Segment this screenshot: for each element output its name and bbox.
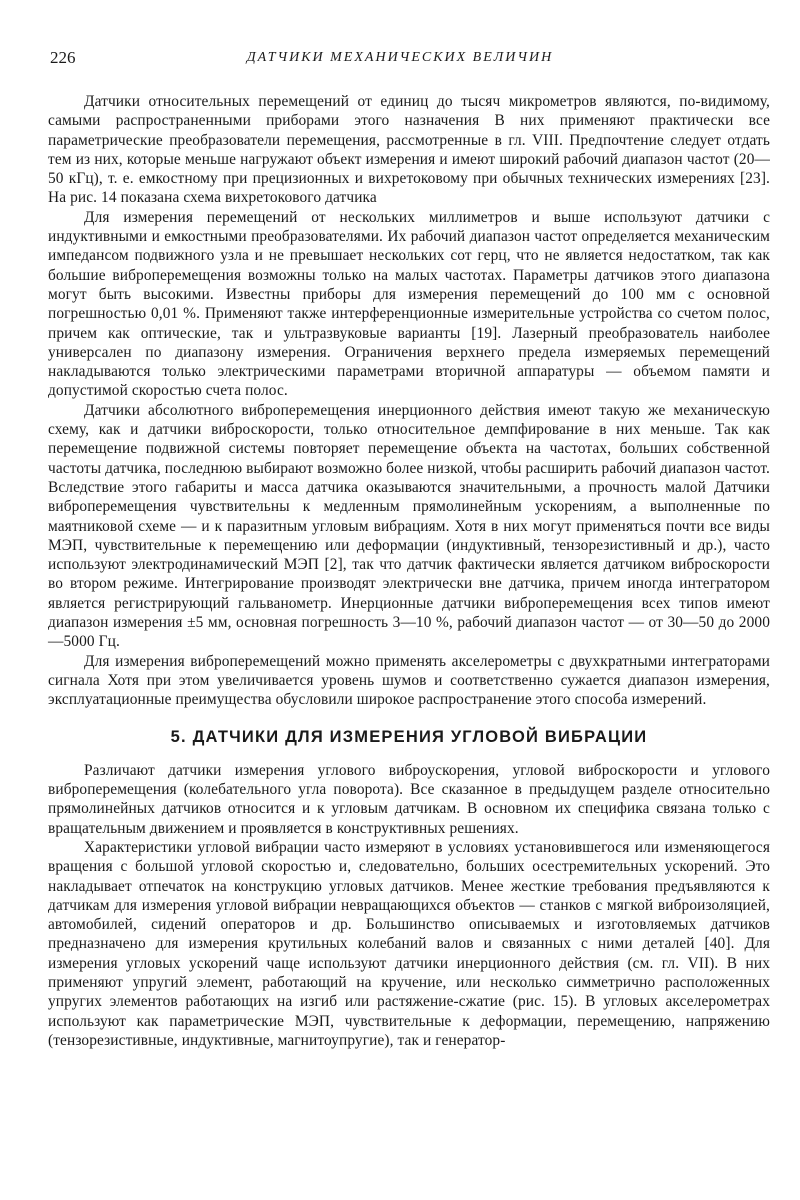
paragraph: Датчики относительных перемещений от единиц до тысяч микрометров являются, по-видимому, самыми распространенными приборами этого назначения В них применяют практически все параметрические преобразователи перемещения, рассмотренные в гл. VIII. Предпочтение следует отдать тем из них, которые меньше нагружают объект измерения и имеют широкий рабочий диапазон частот (20—50 кГц), т. е. емкостному при прецизионных и вихретоковому при обычных технических измерениях [23]. На рис. 14 показана схема вихретокового датчика	[48, 93, 770, 207]
paragraph: Датчики абсолютного виброперемещения инерционного действия имеют такую же механическую схему, как и датчики виброскорости, только относительное демпфирование в них меньше. Так как перемещение подвижной системы повторяет перемещение объекта на частотах, больших собственной частоты датчика, последнюю выбирают возможно более низкой, чтобы расширить рабочий диапазон частот. Вследствие этого габариты и масса датчика оказываются значительными, а прочность малой Датчики виброперемещения чувствительны к медленным прямолинейным ускорениям, а выполненные по маятниковой схеме — и к паразитным угловым вибрациям. Хотя в них могут применяться почти все виды МЭП, чувствительные к перемещению или деформации (индуктивный, тензорезистивный и др.), часто используют электродинамический МЭП [2], так что датчик фактически является датчиком виброскорости во втором режиме. Интегрирование производят электрически вне датчика, причем иногда интегратором является регистрирующий гальванометр. Инерционные датчики виброперемещения всех типов имеют диапазон измерения ±5 мм, основная погрешность 3—10 %, рабочий диапазон частот — от 30—50 до 2000—5000 Гц.	[48, 401, 770, 651]
body-text	[48, 92, 770, 1050]
paragraph: Характеристики угловой вибрации часто измеряют в условиях установившегося или изменяющегося вращения с большой угловой скоростью и, следовательно, больших осестремительных ускорений. Это накладывает отпечаток на конструкцию угловых датчиков. Менее жесткие требования предъявляются к датчикам для измерения угловой вибрации невращающихся объектов — станков с мягкой виброизоляцией, автомобилей, сидений операторов и др. Большинство описываемых и изготовляемых датчиков предназначено для измерения крутильных колебаний валов и связанных с ними деталей [40]. Для измерения угловых ускорений чаще используют датчики инерционного действия (см. гл. VII). В них применяют упругий элемент, работающий на кручение, или несколько симметрично расположенных упругих элементов работающих на изгиб или растяжение-сжатие (рис. 15). В угловых акселерометрах используют как параметрические МЭП, чувствительные к деформации, перемещению, напряжению (тензорезистивные, индуктивные, магнитоупругие), так и генератор-	[48, 838, 770, 1049]
paragraph: Различают датчики измерения углового виброускорения, угловой виброскорости и углового виброперемещения (колебательного угла поворота). Все сказанное в предыдущем разделе относительно прямолинейных датчиков относится и к угловым датчикам. В основном их специфика связана только с вращательным движением и проявляется в конструктивных решениях.	[48, 761, 770, 837]
page-number: 226	[50, 48, 76, 67]
running-title: ДАТЧИКИ МЕХАНИЧЕСКИХ ВЕЛИЧИН	[246, 50, 554, 65]
page-header	[40, 48, 760, 72]
paragraph: Для измерения перемещений от нескольких миллиметров и выше используют датчики с индуктивными и емкостными преобразователями. Их рабочий диапазон частот определяется механическим импедансом подвижного узла и не превышает нескольких сот герц, что не является недостатком, так как большие виброперемещения возможны только на малых частотах. Параметры датчиков этого диапазона могут быть высокими. Известны приборы для измерения перемещений до 100 мм с основной погрешностью 0,01 %. Применяют также интерференционные измерительные устройства со счетом полос, причем как оптические, так и ультразвуковые варианты [19]. Лазерный преобразователь наиболее универсален по диапазону измерения. Ограничения верхнего предела измеряемых перемещений накладываются только электрическими параметрами вторичной аппаратуры — объемом памяти и допустимой скоростью счета полос.	[48, 208, 770, 400]
paragraph: Для измерения виброперемещений можно применять акселерометры с двухкратными интеграторами сигнала Хотя при этом увеличивается уровень шумов и соответственно сужается диапазон измерения, эксплуатационные преимущества обусловили широкое распространение этого способа измерений.	[48, 652, 770, 709]
section-heading: 5. ДАТЧИКИ ДЛЯ ИЗМЕРЕНИЯ УГЛОВОЙ ВИБРАЦИИ	[170, 727, 648, 746]
